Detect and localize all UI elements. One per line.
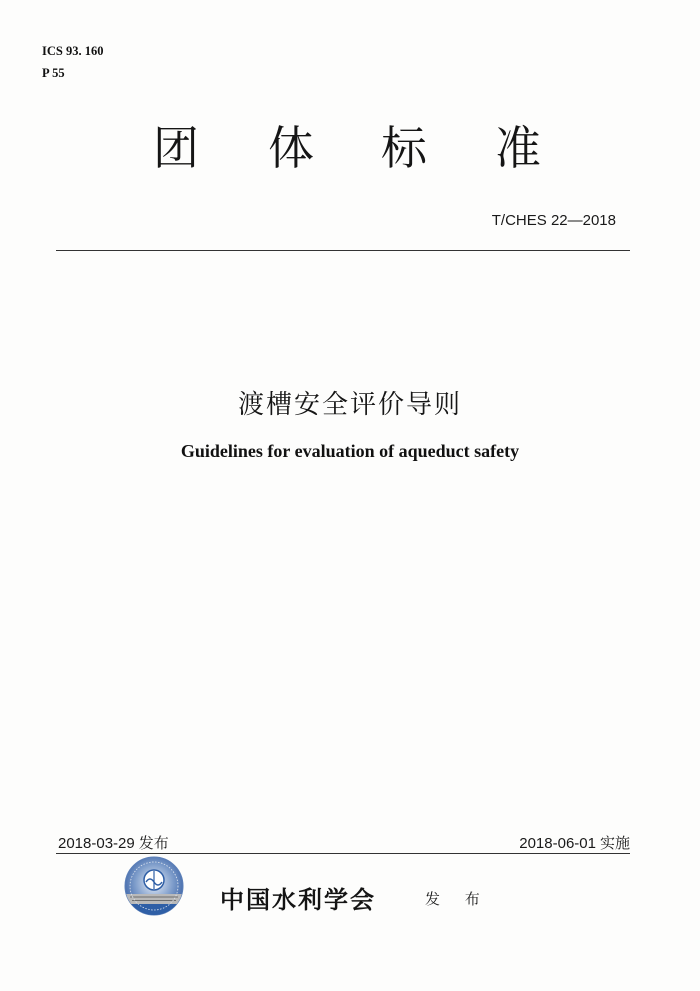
title-english: Guidelines for evaluation of aqueduct safety xyxy=(180,441,520,461)
title-chinese: 渡槽安全评价导则 xyxy=(237,390,462,420)
issue-date: 2018-03-29 xyxy=(58,835,135,852)
bottom-divider xyxy=(56,853,630,854)
implement-date-line xyxy=(519,832,630,853)
issue-date-line xyxy=(58,832,169,853)
society-seal-icon xyxy=(124,856,184,916)
top-divider xyxy=(56,250,630,251)
standard-type-heading xyxy=(0,118,700,178)
issue-label: 发布 xyxy=(138,834,169,852)
implement-label: 实施 xyxy=(599,834,630,852)
ics-code: ICS 93. 160 xyxy=(42,44,104,58)
classification-codes xyxy=(42,40,103,84)
publisher-action: 发 布 xyxy=(425,890,490,908)
standard-type-char: 体 xyxy=(268,121,314,175)
publisher-name: 中国水利学会 xyxy=(220,885,376,914)
standard-number: T/CHES 22—2018 xyxy=(491,212,616,229)
implement-date: 2018-06-01 xyxy=(519,835,596,852)
ccs-code: P 55 xyxy=(42,66,65,80)
standard-type-char: 团 xyxy=(153,121,199,175)
standard-type-char: 准 xyxy=(495,121,541,175)
standard-type-char: 标 xyxy=(381,121,427,175)
